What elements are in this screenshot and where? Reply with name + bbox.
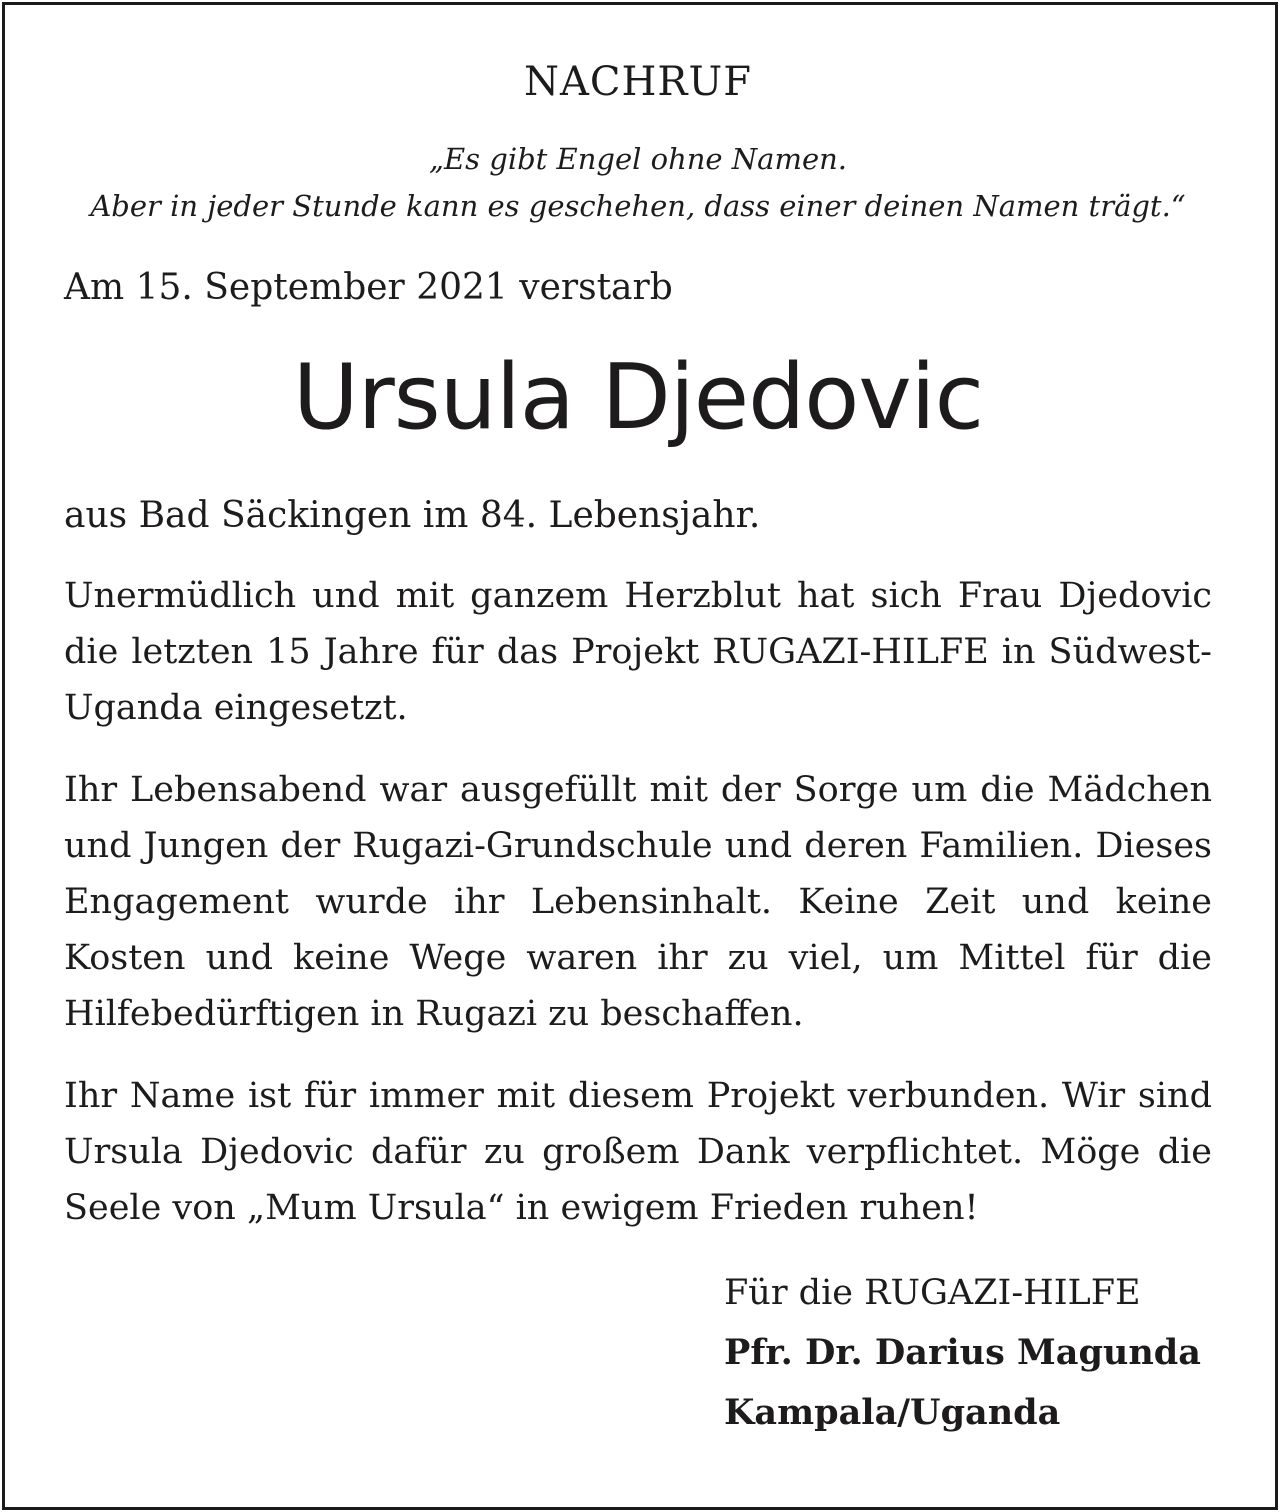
quote-line-2: Aber in jeder Stunde kann es geschehen, dass einer deinen Namen trägt.“ [90, 189, 1186, 223]
signature-person: Pfr. Dr. Darius Magunda [724, 1332, 1201, 1373]
deceased-name: Ursula Djedovic [292, 345, 984, 450]
epigraph-quote [54, 136, 1222, 230]
paragraph-engagement: Unermüdlich und mit ganzem Herzblut hat sich Frau Djedovic die letzten 15 Jahre für das Projekt RUGAZI-HILFE in Südwest-Uganda eingesetzt. [64, 576, 1212, 728]
quote-line-1: „Es gibt Engel ohne Namen. [428, 142, 848, 176]
origin-and-age: aus Bad Säckingen im 84. Lebensjahr. [64, 495, 761, 536]
death-announcement: Am 15. September 2021 verstarb [64, 267, 673, 308]
signature-organization: Für die RUGAZI-HILFE [724, 1273, 1141, 1313]
notice-title: NACHRUF [524, 59, 752, 105]
paragraph-gratitude: Ihr Name ist für immer mit diesem Projekt verbunden. Wir sind Ursula Djedovic dafür zu großem Dank verpflichtet. Möge die Seele von „Mum Ursula“ in ewigem Frieden ruhen! [64, 1076, 1212, 1228]
signature-block [724, 1263, 1201, 1443]
signature-location: Kampala/Uganda [724, 1392, 1061, 1433]
paragraph-dedication: Ihr Lebensabend war ausgefüllt mit der Sorge um die Mädchen und Jungen der Rugazi-Grundschule und deren Familien. Dieses Engagement wurde ihr Lebensinhalt. Keine Zeit und keine Kosten und keine Wege waren ihr zu viel, um Mittel für die Hilfebedürftigen in Rugazi zu beschaffen. [64, 770, 1212, 1034]
